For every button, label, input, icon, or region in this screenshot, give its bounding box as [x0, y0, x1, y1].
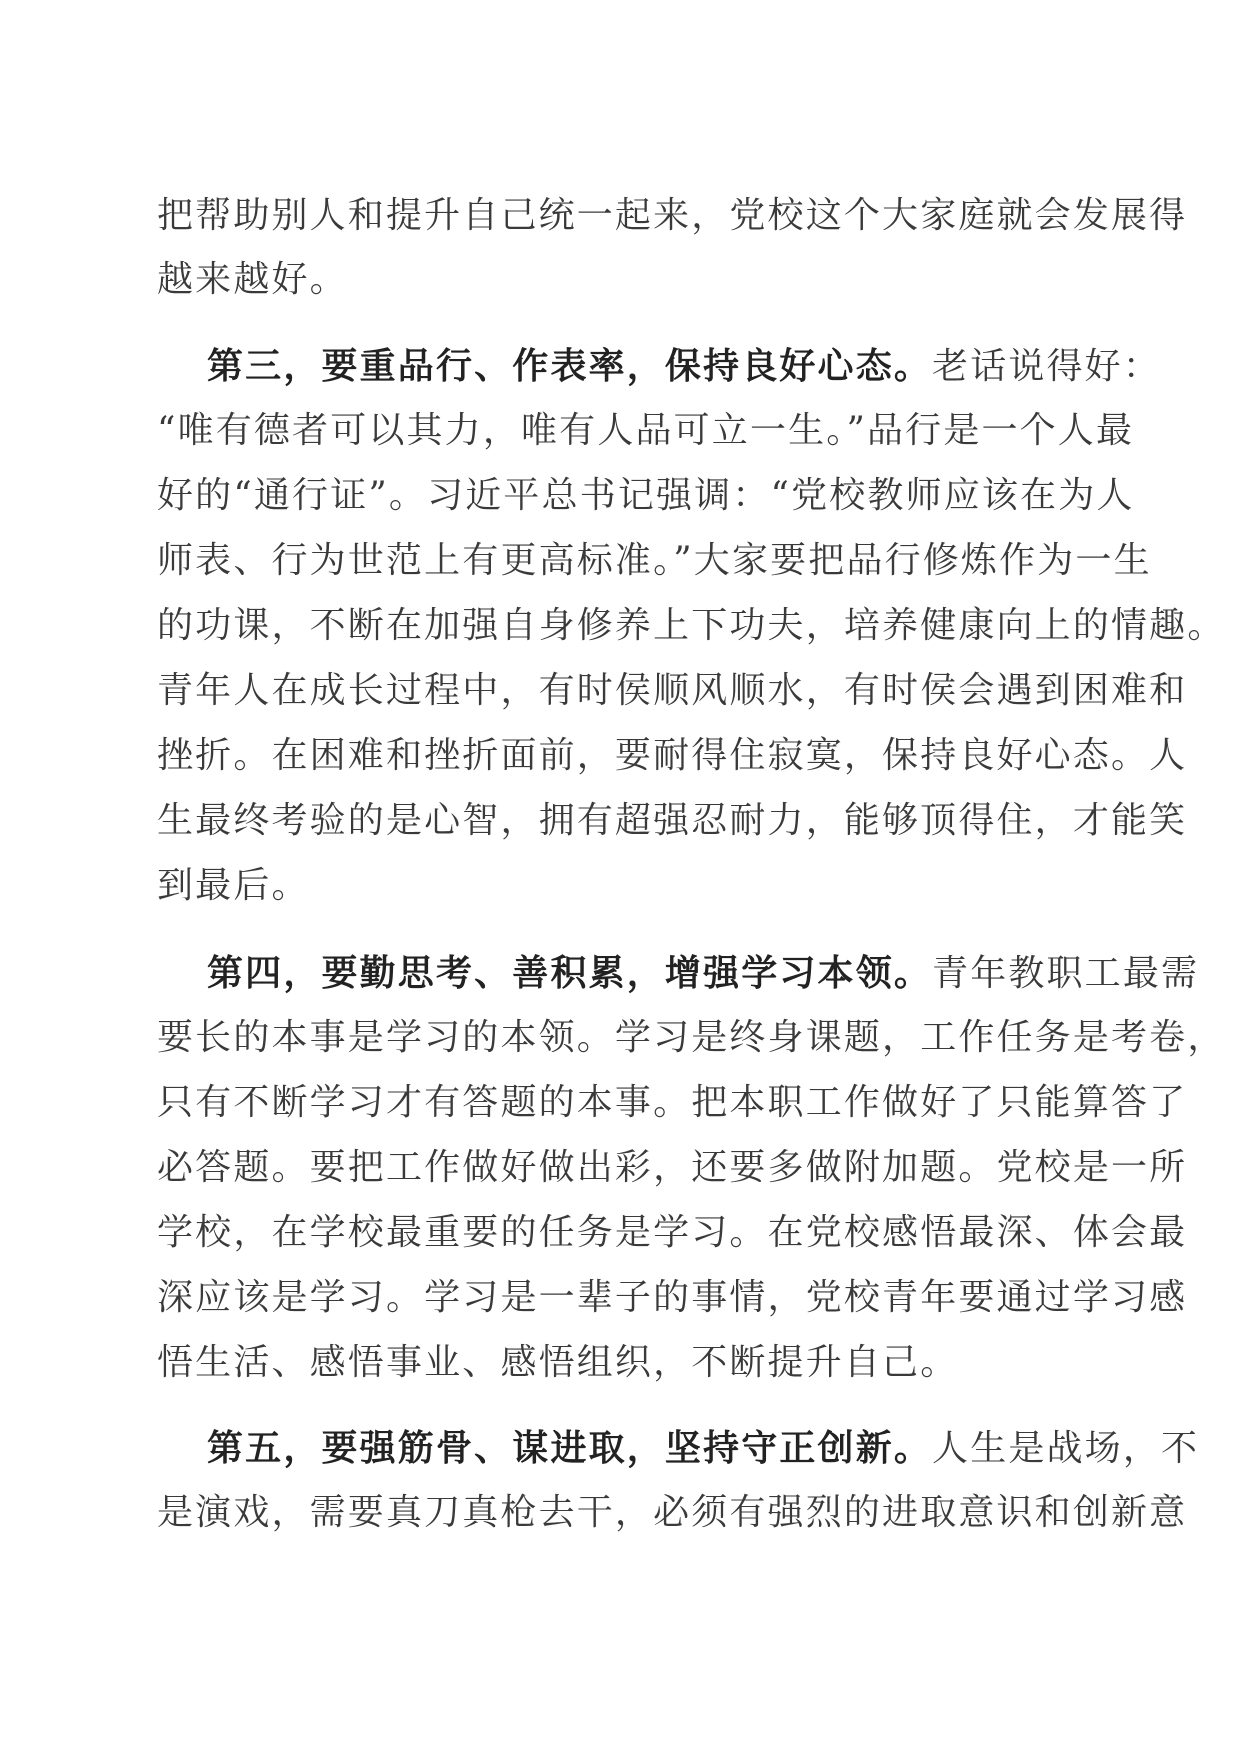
- body-line: 必答题。要把工作做好做出彩，还要多做附加题。党校是一所: [157, 1147, 1188, 1188]
- body-line: 要长的本事是学习的本领。学习是终身课题，工作任务是考卷，: [157, 1017, 1226, 1058]
- paragraph-four-first-line: 第四，要勤思考、善积累，增强学习本领。青年教职工最需: [207, 952, 1200, 994]
- paragraph-heading: 第四，要勤思考、善积累，增强学习本领。: [207, 952, 933, 994]
- body-line: 悟生活、感悟事业、感悟组织，不断提升自己。: [157, 1342, 959, 1383]
- paragraph-five-first-line: 第五，要强筋骨、谋进取，坚持守正创新。人生是战场，不: [207, 1427, 1200, 1469]
- body-line: 越来越好。: [157, 259, 348, 300]
- body-line: 到最后。: [157, 865, 310, 906]
- body-line: 青年人在成长过程中，有时侯顺风顺水，有时侯会遇到困难和: [157, 670, 1188, 711]
- body-line: 生最终考验的是心智，拥有超强忍耐力，能够顶得住，才能笑: [157, 800, 1188, 841]
- body-line: 好的“通行证”。习近平总书记强调：“党校教师应该在为人: [157, 475, 1135, 516]
- body-line: 挫折。在困难和挫折面前，要耐得住寂寞，保持良好心态。人: [157, 735, 1188, 776]
- paragraph-heading: 第五，要强筋骨、谋进取，坚持守正创新。: [207, 1427, 933, 1469]
- body-line: 深应该是学习。学习是一辈子的事情，党校青年要通过学习感: [157, 1277, 1188, 1318]
- body-line: “唯有德者可以其力，唯有人品可立一生。”品行是一个人最: [157, 410, 1135, 451]
- body-line: 是演戏，需要真刀真枪去干，必须有强烈的进取意识和创新意: [157, 1492, 1188, 1533]
- body-line: 把帮助别人和提升自己统一起来，党校这个大家庭就会发展得: [157, 195, 1188, 236]
- body-line: 学校，在学校最重要的任务是学习。在党校感悟最深、体会最: [157, 1212, 1188, 1253]
- body-line: 师表、行为世范上有更高标准。”大家要把品行修炼作为一生: [157, 540, 1152, 581]
- body-line: 的功课，不断在加强自身修养上下功夫，培养健康向上的情趣。: [157, 605, 1226, 646]
- paragraph-heading: 第三，要重品行、作表率，保持良好心态。: [207, 345, 933, 387]
- body-line: 只有不断学习才有答题的本事。把本职工作做好了只能算答了: [157, 1082, 1188, 1123]
- paragraph-three-first-line: 第三，要重品行、作表率，保持良好心态。老话说得好：: [207, 345, 1162, 387]
